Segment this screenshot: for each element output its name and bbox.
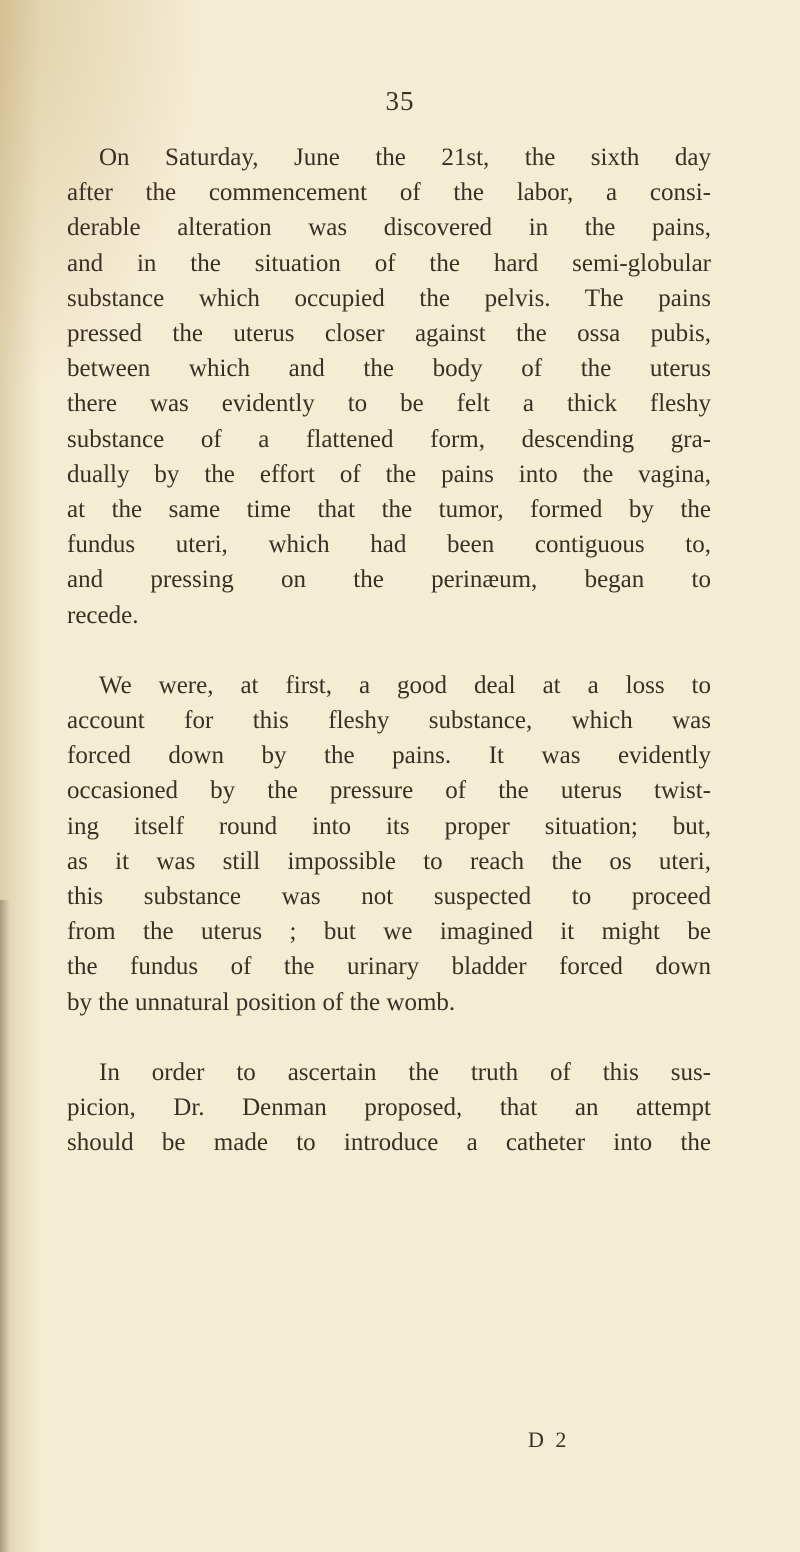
text-line: at the same time that the tumor, formed by the [67, 496, 711, 524]
text-line: account for this fleshy substance, which was [67, 707, 711, 735]
text-line: pressed the uterus closer against the ossa pubis, [67, 320, 711, 348]
paragraph-gap [67, 1020, 711, 1055]
text-line: between which and the body of the uterus [67, 355, 711, 383]
paragraph-3 [67, 1055, 711, 1161]
text-line: recede. [67, 601, 139, 629]
paragraph-1 [67, 140, 711, 633]
signature-mark: D 2 [528, 1427, 570, 1452]
text-line: substance of a flattened form, descending gra- [67, 425, 711, 453]
text-line: from the uterus ; but we imagined it might be [67, 918, 711, 946]
text-line: as it was still impossible to reach the os uteri, [67, 847, 711, 875]
text-line: there was evidently to be felt a thick fleshy [67, 390, 711, 418]
text-line: the fundus of the urinary bladder forced down [67, 953, 711, 981]
page-number: 35 [385, 86, 415, 116]
spine-shadow [0, 900, 10, 1552]
text-line: and pressing on the perinæum, began to [67, 566, 711, 594]
text-line: fundus uteri, which had been contiguous to, [67, 531, 711, 559]
text-line: On Saturday, June the 21st, the sixth day [99, 144, 711, 171]
text-line: dually by the effort of the pains into the vagina, [67, 460, 711, 488]
text-line: substance which occupied the pelvis. The pains [67, 284, 711, 312]
text-line: and in the situation of the hard semi-globular [67, 249, 711, 277]
text-line: by the unnatural position of the womb. [67, 988, 456, 1016]
body-text [67, 140, 711, 1160]
text-line: We were, at first, a good deal at a loss to [99, 671, 711, 699]
text-line: derable alteration was discovered in the pains, [67, 214, 711, 242]
paragraph-gap [67, 633, 711, 668]
text-line: ing itself round into its proper situation; but, [67, 812, 711, 840]
text-line: In order to ascertain the truth of this sus- [99, 1058, 711, 1086]
text-line: occasioned by the pressure of the uterus twist- [67, 777, 711, 805]
text-line: should be made to introduce a catheter into the [67, 1129, 711, 1157]
text-line: after the commencement of the labor, a consi- [67, 179, 711, 207]
text-line: this substance was not suspected to proceed [67, 883, 711, 911]
text-line: picion, Dr. Denman proposed, that an attempt [67, 1094, 711, 1122]
text-line: forced down by the pains. It was evidently [67, 742, 711, 770]
paragraph-2 [67, 668, 711, 1020]
